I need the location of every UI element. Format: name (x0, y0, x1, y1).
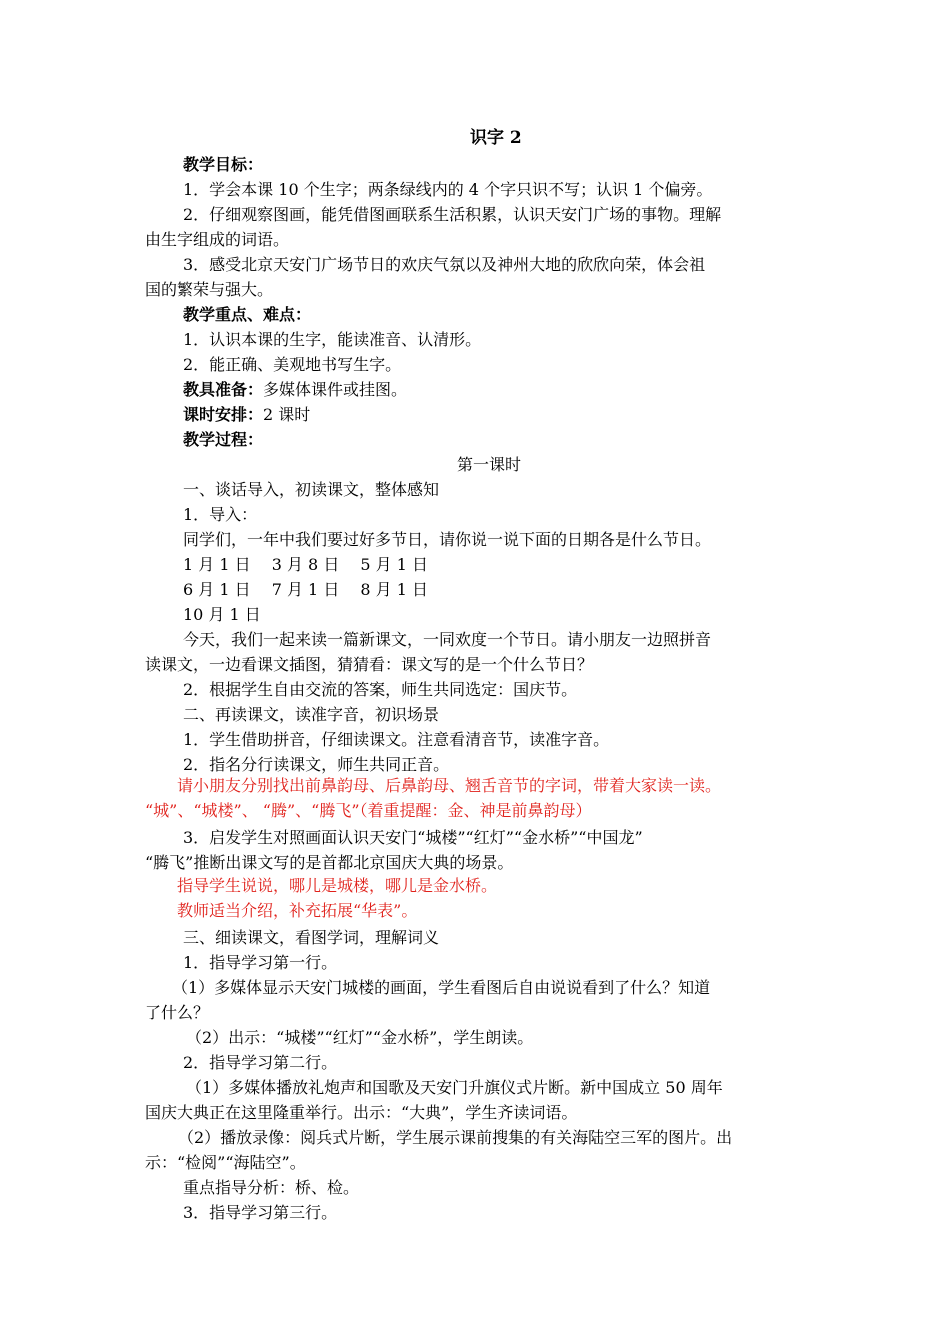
dates-row-3: 10 月 1 日 (183, 605, 261, 624)
schedule-label: 课时安排： (183, 405, 264, 424)
section-3-item-1-sub-1-line1: （1）多媒体显示天安门城楼的画面，学生看图后自由说说看到了什么？知道 (172, 978, 711, 997)
today-line-1: 今天，我们一起来读一篇新课文，一同欢度一个节日。请小朋友一边照拼音 (183, 630, 712, 649)
red-note-2: “城”、“城楼”、 “腾”、“腾飞”（着重提醒：金、神是前鼻韵母） (145, 801, 592, 820)
today-line-2: 读课文，一边看课文插图，猜猜看：课文写的是一个什么节日？ (145, 655, 594, 674)
section-1-heading: 一、谈话导入，初读课文，整体感知 (183, 480, 440, 499)
section-2-item-3-line1: 3．启发学生对照画面认识天安门“城楼”“红灯”“金水桥”“中国龙” (183, 828, 643, 847)
section-3-item-1: 1．指导学习第一行。 (183, 953, 338, 972)
dates-row-2: 6 月 1 日 7 月 1 日 8 月 1 日 (183, 580, 429, 599)
process-heading: 教学过程： (183, 430, 264, 449)
section-3-item-2-sub-2-line1: （2）播放录像：阅兵式片断，学生展示课前搜集的有关海陆空三军的图片。出 (178, 1128, 733, 1147)
goal-2-line1: 2．仔细观察图画，能凭借图画联系生活积累，认识天安门广场的事物。理解 (183, 205, 722, 224)
section-2-item-2: 2．指名分行读课文，师生共同正音。 (183, 755, 450, 774)
keypoints-heading: 教学重点、难点： (183, 305, 312, 324)
section-1-intro: 同学们，一年中我们要过好多节日，请你说一说下面的日期各是什么节日。 (183, 530, 712, 549)
section-2-item-1: 1．学生借助拼音，仔细读课文。注意看清音节，读准字音。 (183, 730, 610, 749)
schedule-value: 2 课时 (263, 405, 311, 424)
goal-3-line2: 国的繁荣与强大。 (145, 280, 274, 299)
red-note-1: 请小朋友分别找出前鼻韵母、后鼻韵母、翘舌音节的字词，带着大家读一读。 (177, 776, 722, 795)
section-3-item-2-sub-1-line1: （1）多媒体播放礼炮声和国歌及天安门升旗仪式片断。新中国成立 50 周年 (186, 1078, 723, 1097)
section-1-item-1: 1．导入： (183, 505, 258, 524)
tools-label: 教具准备： (183, 380, 264, 399)
section-3-item-3: 3．指导学习第三行。 (183, 1203, 338, 1222)
section-2-item-3-line2: “腾飞”推断出课文写的是首都北京国庆大典的场景。 (145, 853, 514, 872)
section-3-item-2: 2．指导学习第二行。 (183, 1053, 338, 1072)
goal-2-line2: 由生字组成的词语。 (145, 230, 290, 249)
red-note-4: 教师适当介绍，补充拓展“华表”。 (177, 901, 418, 920)
tools-line (183, 379, 407, 401)
keypoint-2: 2．能正确、美观地书写生字。 (183, 355, 402, 374)
section-3-item-2-focus: 重点指导分析：桥、检。 (183, 1178, 360, 1197)
page-title: 识字 2 (470, 128, 522, 148)
keypoint-1: 1．认识本课的生字，能读准音、认清形。 (183, 330, 482, 349)
red-note-3: 指导学生说说，哪儿是城楼，哪儿是金水桥。 (177, 876, 498, 895)
section-3-item-1-sub-2: （2）出示：“城楼”“红灯”“金水桥”，学生朗读。 (186, 1028, 534, 1047)
goal-3-line1: 3．感受北京天安门广场节日的欢庆气氛以及神州大地的欣欣向荣，体会祖 (183, 255, 706, 274)
schedule-line (183, 404, 310, 426)
section-1-item-2: 2．根据学生自由交流的答案，师生共同选定：国庆节。 (183, 680, 578, 699)
lesson-title: 第一课时 (457, 455, 522, 474)
dates-row-1: 1 月 1 日 3 月 8 日 5 月 1 日 (183, 555, 429, 574)
tools-value: 多媒体课件或挂图。 (263, 380, 408, 399)
section-3-item-2-sub-1-line2: 国庆大典正在这里隆重举行。出示：“大典”，学生齐读词语。 (145, 1103, 578, 1122)
section-2-heading: 二、再读课文，读准字音，初识场景 (183, 705, 440, 724)
section-3-heading: 三、细读课文，看图学词，理解词义 (183, 928, 440, 947)
section-3-item-2-sub-2-line2: 示：“检阅”“海陆空”。 (145, 1153, 306, 1172)
section-3-item-1-sub-1-line2: 了什么？ (145, 1003, 210, 1022)
goals-heading: 教学目标： (183, 155, 264, 174)
goal-1: 1．学会本课 10 个生字；两条绿线内的 4 个字只识不写；认识 1 个偏旁。 (183, 180, 713, 199)
